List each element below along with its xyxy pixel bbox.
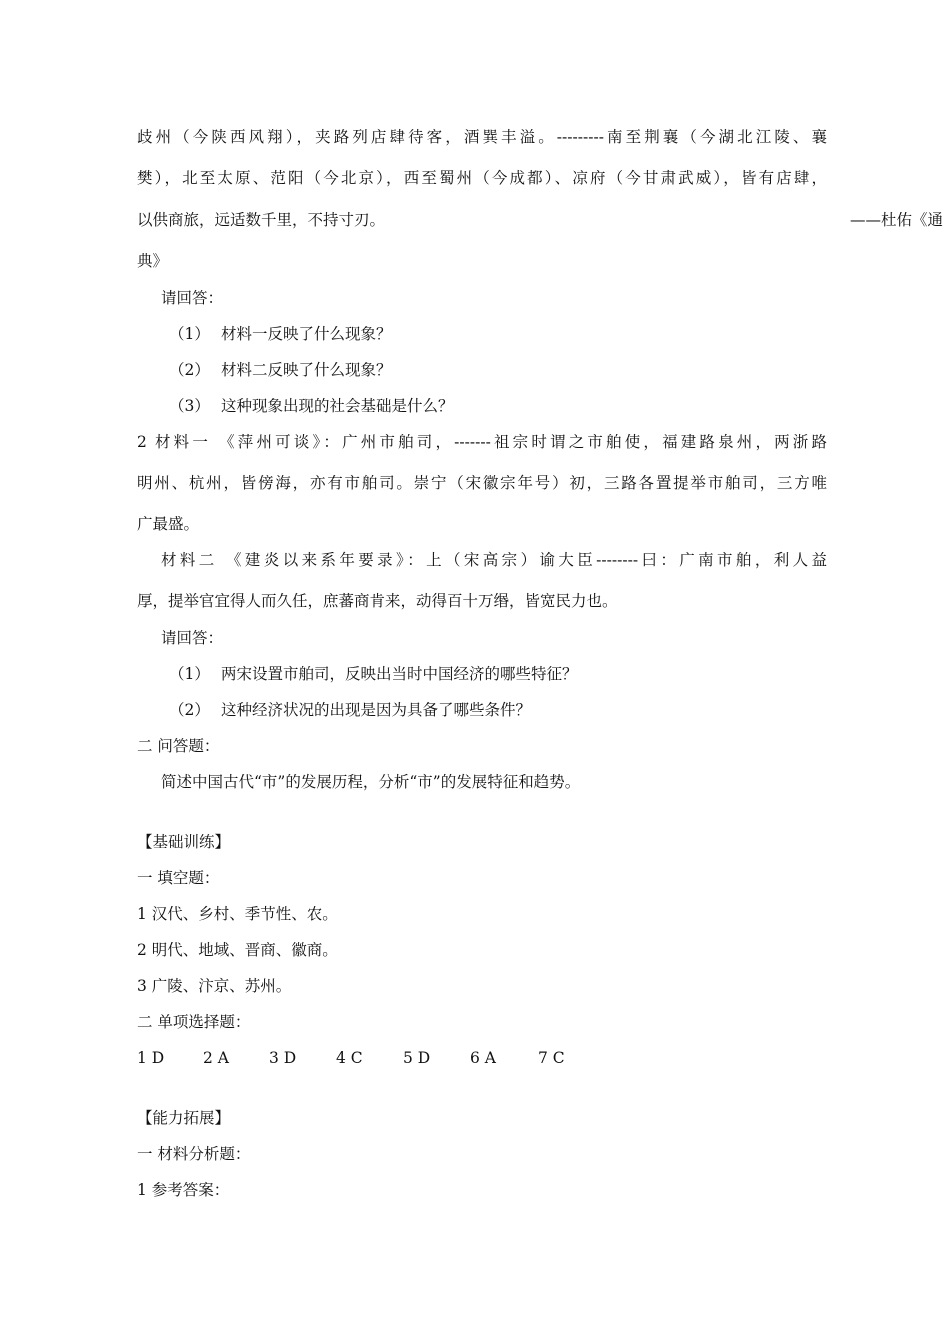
choice-answer-5: 5 D (403, 1049, 431, 1067)
q1-item-1-num: （1） (169, 325, 210, 343)
q1-item-1 (169, 323, 859, 345)
q1-item-1-text: 材料一反映了什么现象？ (221, 325, 392, 343)
basic-training-heading: 【基础训练】 (137, 833, 231, 851)
ability-heading: 【能力拓展】 (137, 1109, 231, 1127)
q1-item-2-num: （2） (169, 361, 210, 379)
fill-answer-3: 3 广陵、汴京、苏州。 (137, 977, 292, 995)
q2-line-3: 广最盛。 (137, 515, 200, 533)
passage-line-3-text: 以供商旅，远适数千里，不持寸刃。 (137, 211, 386, 229)
q2-item-1-num: （1） (169, 665, 210, 683)
essay-text: 简述中国古代“市”的发展历程，分析“市”的发展特征和趋势。 (161, 773, 581, 791)
q2-prompt: 请回答： (161, 629, 224, 647)
source-citation: ——杜佑《通 (850, 211, 944, 229)
choice-answer-4: 4 C (336, 1049, 363, 1067)
answer-line: 1 参考答案： (137, 1181, 230, 1199)
source-citation-end: 典》 (137, 252, 169, 270)
q2-item-2 (169, 699, 859, 721)
passage-line-3 (137, 209, 944, 231)
q2-line-2: 明州、杭州，皆傍海，亦有市舶司。崇宁（宋徽宗年号）初，三路各置提举市舶司，三方唯 (137, 474, 827, 492)
q2-item-2-text: 这种经济状况的出现是因为具备了哪些条件？ (221, 701, 532, 719)
q1-item-2-text: 材料二反映了什么现象？ (221, 361, 392, 379)
q1-item-3 (169, 395, 859, 417)
choice-answer-2: 2 A (203, 1049, 229, 1067)
q2-line-4: 材料二 《建炎以来系年要录》：上（宋高宗）谕大臣--------曰：广南市舶，利人益 (161, 551, 827, 569)
essay-heading: 二 问答题： (137, 737, 220, 755)
q2-line-5: 厚，提举官宜得人而久任，庶蕃商肯来，动得百十万缗，皆宽民力也。 (137, 592, 618, 610)
choice-answer-3: 3 D (269, 1049, 297, 1067)
q2-item-1 (169, 663, 859, 685)
choice-answer-6: 6 A (470, 1049, 496, 1067)
passage-line-2: 樊），北至太原、范阳（今北京），西至蜀州（今成都）、凉府（今甘肃武威），皆有店肆， (137, 169, 827, 187)
q1-prompt: 请回答： (161, 289, 224, 307)
choice-answer-1: 1 D (137, 1049, 165, 1067)
q2-item-2-num: （2） (169, 701, 210, 719)
passage-line-1: 歧州（今陕西风翔），夹路列店肆待客，酒巽丰溢。---------南至荆襄（今湖北江陵、襄 (137, 128, 827, 146)
q1-item-2 (169, 359, 859, 381)
fill-answer-2: 2 明代、地域、晋商、徽商。 (137, 941, 338, 959)
analysis-heading: 一 材料分析题： (137, 1145, 251, 1163)
fill-answer-1: 1 汉代、乡村、季节性、农。 (137, 905, 338, 923)
q1-item-3-num: （3） (169, 397, 210, 415)
choice-answers (137, 1047, 827, 1069)
q1-item-3-text: 这种现象出现的社会基础是什么？ (221, 397, 454, 415)
q2-line-1: 2 材料一 《萍州可谈》：广州市舶司，-------祖宗时谓之市舶使，福建路泉州，两浙路 (137, 433, 827, 451)
fill-heading: 一 填空题： (137, 869, 220, 887)
choice-answer-7: 7 C (538, 1049, 565, 1067)
choice-heading: 二 单项选择题： (137, 1013, 251, 1031)
q2-item-1-text: 两宋设置市舶司，反映出当时中国经济的哪些特征？ (221, 665, 578, 683)
